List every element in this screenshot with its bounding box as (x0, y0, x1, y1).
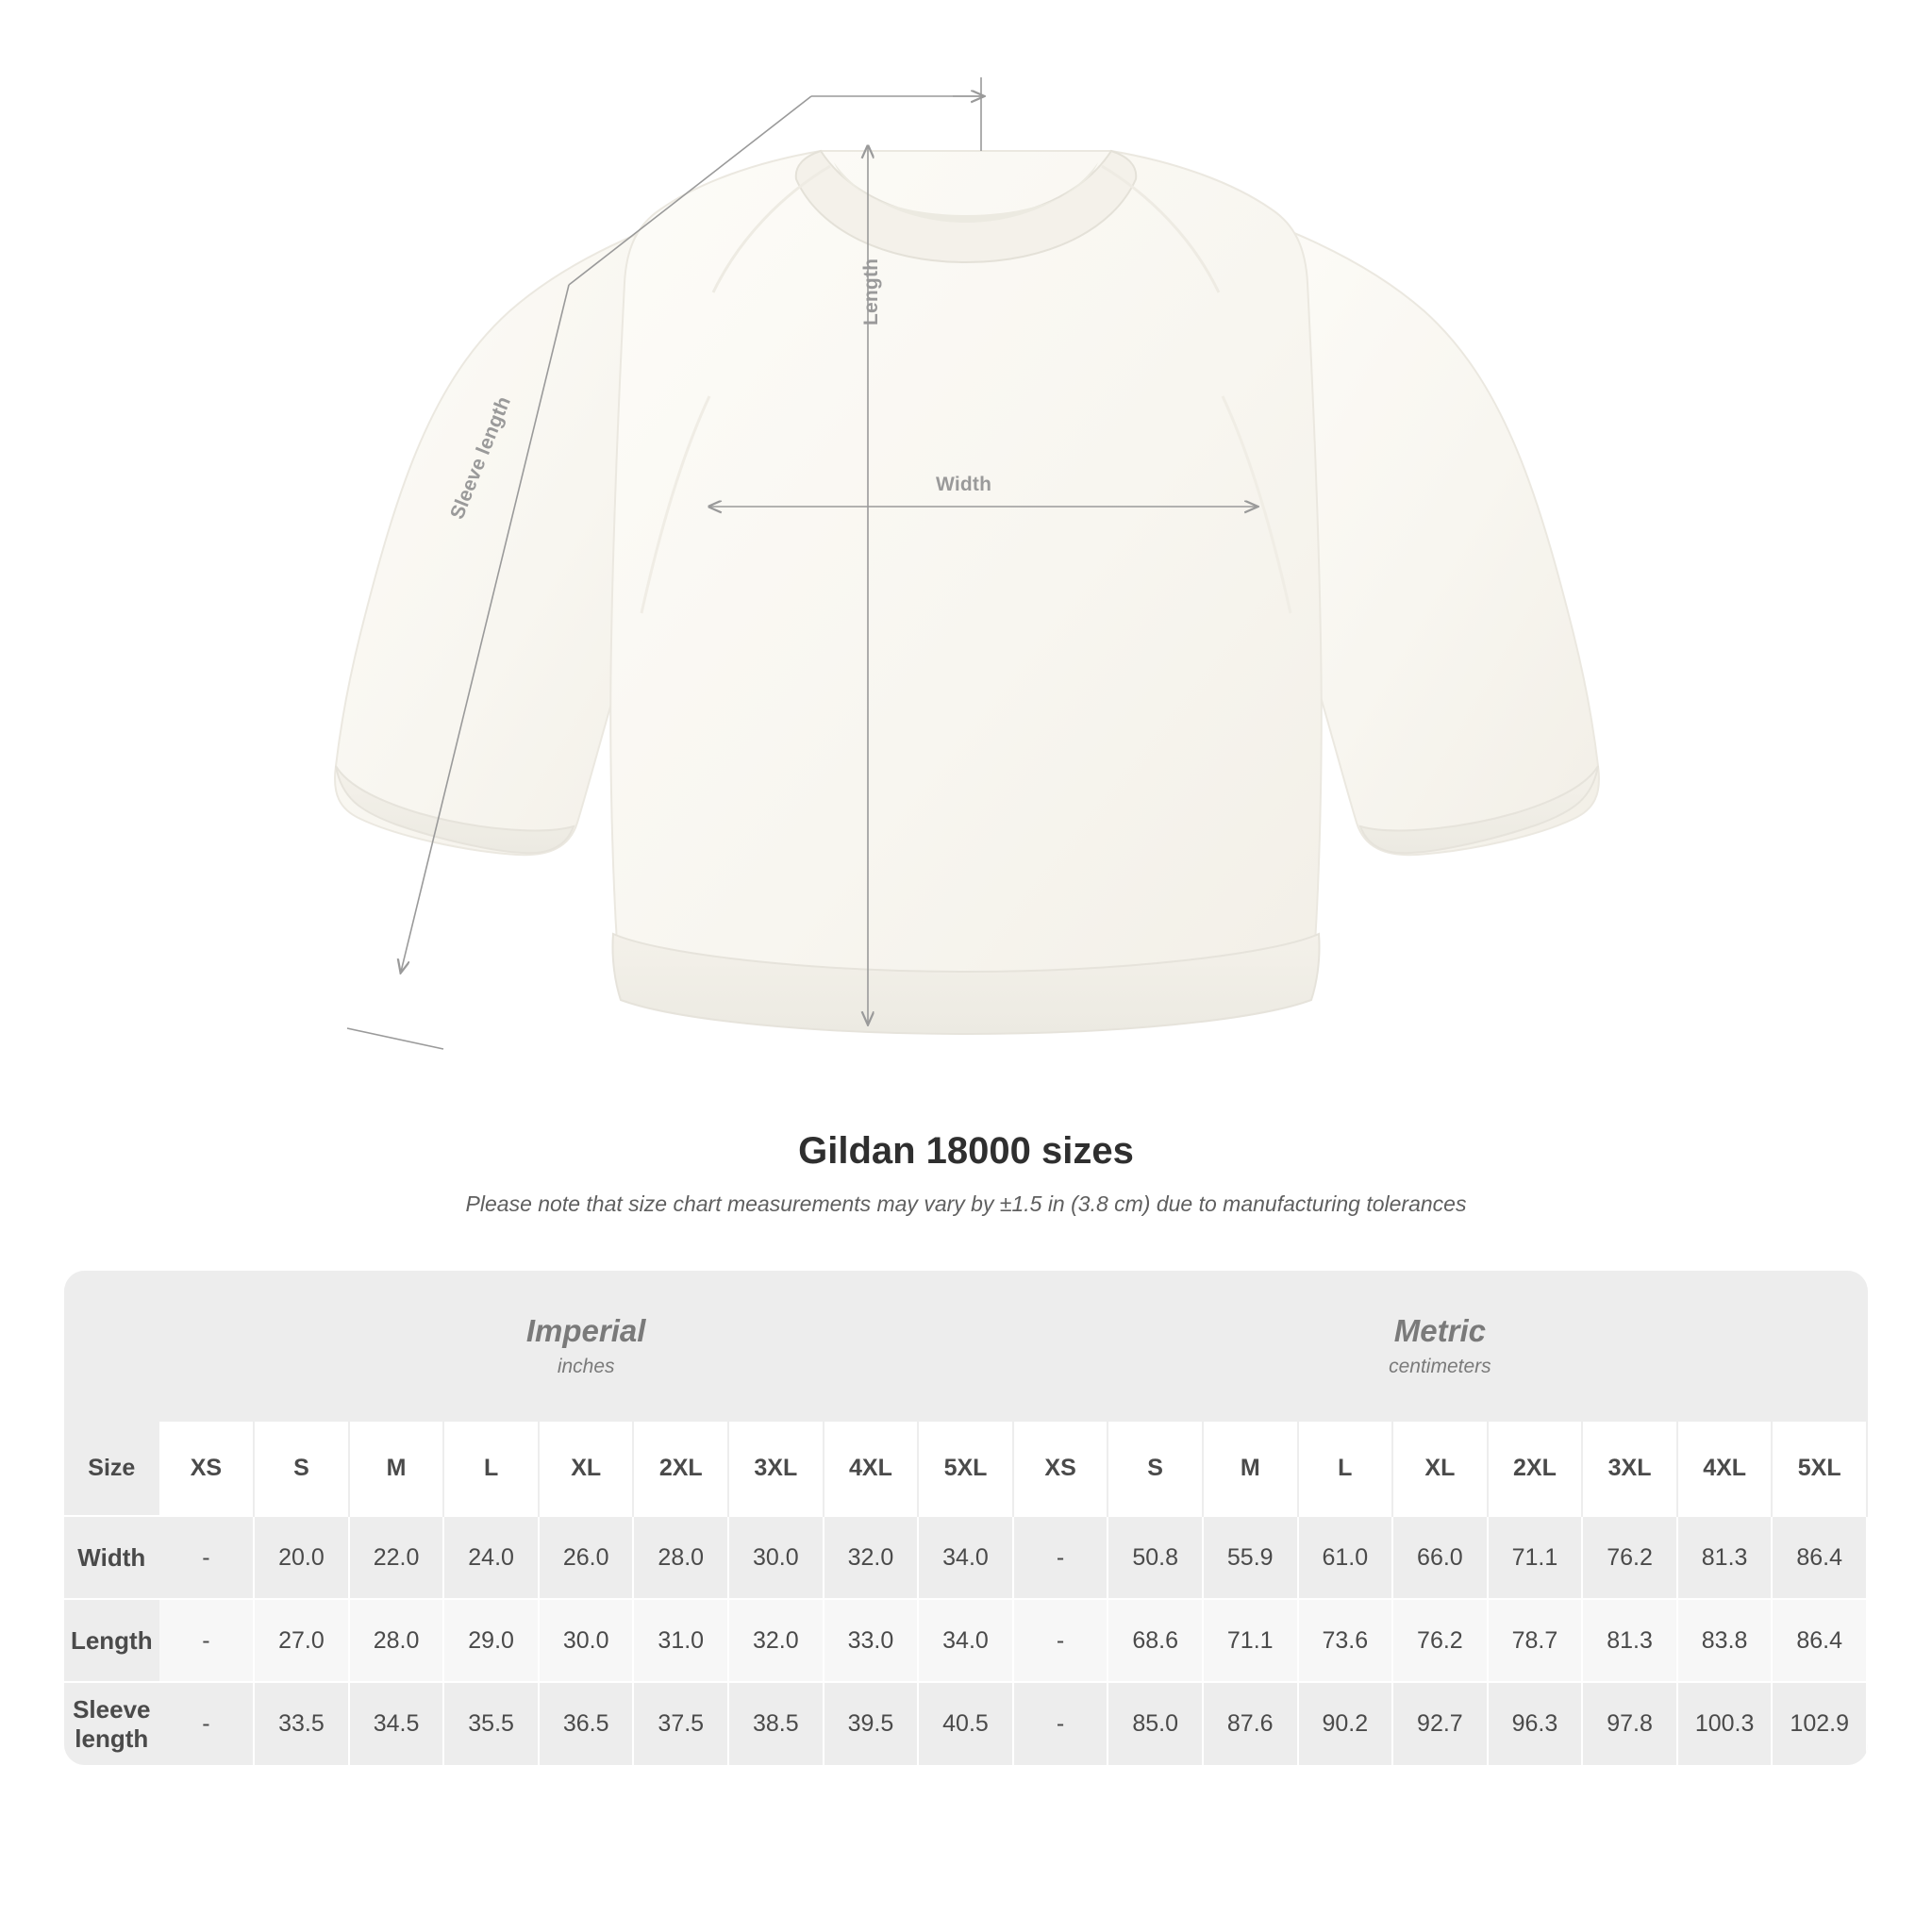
cell-width-16: 81.3 (1677, 1516, 1773, 1599)
sleeve-length-dimension-label: Sleeve length (446, 393, 516, 523)
table-row-length (64, 1599, 1867, 1682)
size-col-xs-imperial: XS (159, 1422, 255, 1516)
length-dimension-label: Length (860, 258, 882, 325)
cell-length-3: 29.0 (443, 1599, 539, 1682)
size-col-4xl-metric: 4XL (1677, 1422, 1773, 1516)
unit-group-metric-sub: centimeters (1389, 1356, 1491, 1378)
size-col-2xl-metric: 2XL (1488, 1422, 1583, 1516)
cell-length-14: 78.7 (1488, 1599, 1583, 1682)
row-label-width: Width (64, 1516, 159, 1599)
sweatshirt-shape (335, 151, 1599, 1034)
size-col-2xl-imperial: 2XL (633, 1422, 728, 1516)
cell-sleeve-5: 37.5 (633, 1682, 728, 1765)
cell-sleeve-0: - (159, 1682, 255, 1765)
cell-length-7: 33.0 (824, 1599, 919, 1682)
cell-length-2: 28.0 (349, 1599, 444, 1682)
cell-width-15: 76.2 (1582, 1516, 1677, 1599)
cell-width-11: 55.9 (1203, 1516, 1298, 1599)
size-col-xl-metric: XL (1392, 1422, 1488, 1516)
size-header-row (64, 1422, 1867, 1516)
unit-header-spacer (64, 1271, 159, 1422)
size-col-s-imperial: S (254, 1422, 349, 1516)
cell-sleeve-3: 35.5 (443, 1682, 539, 1765)
width-dimension-label: Width (936, 474, 992, 495)
page-title: Gildan 18000 sizes (798, 1130, 1134, 1172)
cell-width-14: 71.1 (1488, 1516, 1583, 1599)
size-col-3xl-metric: 3XL (1582, 1422, 1677, 1516)
cell-sleeve-9: - (1013, 1682, 1108, 1765)
cell-sleeve-12: 90.2 (1298, 1682, 1393, 1765)
cell-width-2: 22.0 (349, 1516, 444, 1599)
cell-length-11: 71.1 (1203, 1599, 1298, 1682)
cell-width-4: 26.0 (539, 1516, 634, 1599)
cell-sleeve-17: 102.9 (1772, 1682, 1867, 1765)
cell-length-15: 81.3 (1582, 1599, 1677, 1682)
cell-width-6: 30.0 (728, 1516, 824, 1599)
cell-sleeve-8: 40.5 (918, 1682, 1013, 1765)
unit-header-row (64, 1271, 1867, 1422)
row-label-length: Length (64, 1599, 159, 1682)
size-col-5xl-imperial: 5XL (918, 1422, 1013, 1516)
table-row-width (64, 1516, 1867, 1599)
size-col-xl-imperial: XL (539, 1422, 634, 1516)
unit-group-imperial (159, 1271, 1013, 1422)
cell-sleeve-11: 87.6 (1203, 1682, 1298, 1765)
size-col-xs-metric: XS (1013, 1422, 1108, 1516)
cell-length-8: 34.0 (918, 1599, 1013, 1682)
cell-sleeve-2: 34.5 (349, 1682, 444, 1765)
size-col-3xl-imperial: 3XL (728, 1422, 824, 1516)
cell-length-9: - (1013, 1599, 1108, 1682)
cell-sleeve-16: 100.3 (1677, 1682, 1773, 1765)
cell-width-5: 28.0 (633, 1516, 728, 1599)
cell-width-1: 20.0 (254, 1516, 349, 1599)
row-label-sleeve-length: Sleeve length (64, 1682, 159, 1765)
size-col-l-imperial: L (443, 1422, 539, 1516)
cell-length-12: 73.6 (1298, 1599, 1393, 1682)
cell-sleeve-1: 33.5 (254, 1682, 349, 1765)
size-col-l-metric: L (1298, 1422, 1393, 1516)
cell-length-5: 31.0 (633, 1599, 728, 1682)
cell-sleeve-7: 39.5 (824, 1682, 919, 1765)
size-table (64, 1271, 1868, 1765)
cell-length-17: 86.4 (1772, 1599, 1867, 1682)
cell-width-3: 24.0 (443, 1516, 539, 1599)
cell-width-13: 66.0 (1392, 1516, 1488, 1599)
unit-group-metric (1013, 1271, 1867, 1422)
size-col-5xl-metric: 5XL (1772, 1422, 1867, 1516)
cell-sleeve-4: 36.5 (539, 1682, 634, 1765)
cell-sleeve-6: 38.5 (728, 1682, 824, 1765)
cell-length-6: 32.0 (728, 1599, 824, 1682)
cell-length-4: 30.0 (539, 1599, 634, 1682)
cell-width-7: 32.0 (824, 1516, 919, 1599)
cell-width-12: 61.0 (1298, 1516, 1393, 1599)
unit-group-imperial-sub: inches (557, 1356, 615, 1378)
unit-group-imperial-name: Imperial (525, 1312, 646, 1348)
table-row-sleeve-length (64, 1682, 1867, 1765)
size-col-4xl-imperial: 4XL (824, 1422, 919, 1516)
cell-width-9: - (1013, 1516, 1108, 1599)
cell-sleeve-14: 96.3 (1488, 1682, 1583, 1765)
cell-length-0: - (159, 1599, 255, 1682)
cell-length-13: 76.2 (1392, 1599, 1488, 1682)
cell-width-17: 86.4 (1772, 1516, 1867, 1599)
cell-length-1: 27.0 (254, 1599, 349, 1682)
cell-length-10: 68.6 (1108, 1599, 1203, 1682)
cell-width-0: - (159, 1516, 255, 1599)
tolerance-note: Please note that size chart measurements may vary by ±1.5 in (3.8 cm) due to manufacturing tolerances (465, 1191, 1467, 1216)
cell-width-10: 50.8 (1108, 1516, 1203, 1599)
cell-width-8: 34.0 (918, 1516, 1013, 1599)
size-header-label: Size (64, 1422, 159, 1516)
size-col-m-metric: M (1203, 1422, 1298, 1516)
cell-sleeve-10: 85.0 (1108, 1682, 1203, 1765)
cell-length-16: 83.8 (1677, 1599, 1773, 1682)
size-col-m-imperial: M (349, 1422, 444, 1516)
cell-sleeve-15: 97.8 (1582, 1682, 1677, 1765)
size-col-s-metric: S (1108, 1422, 1203, 1516)
size-table-wrapper (64, 1271, 1868, 1765)
unit-group-metric-name: Metric (1393, 1312, 1486, 1348)
cell-sleeve-13: 92.7 (1392, 1682, 1488, 1765)
title-block (0, 1130, 1932, 1217)
